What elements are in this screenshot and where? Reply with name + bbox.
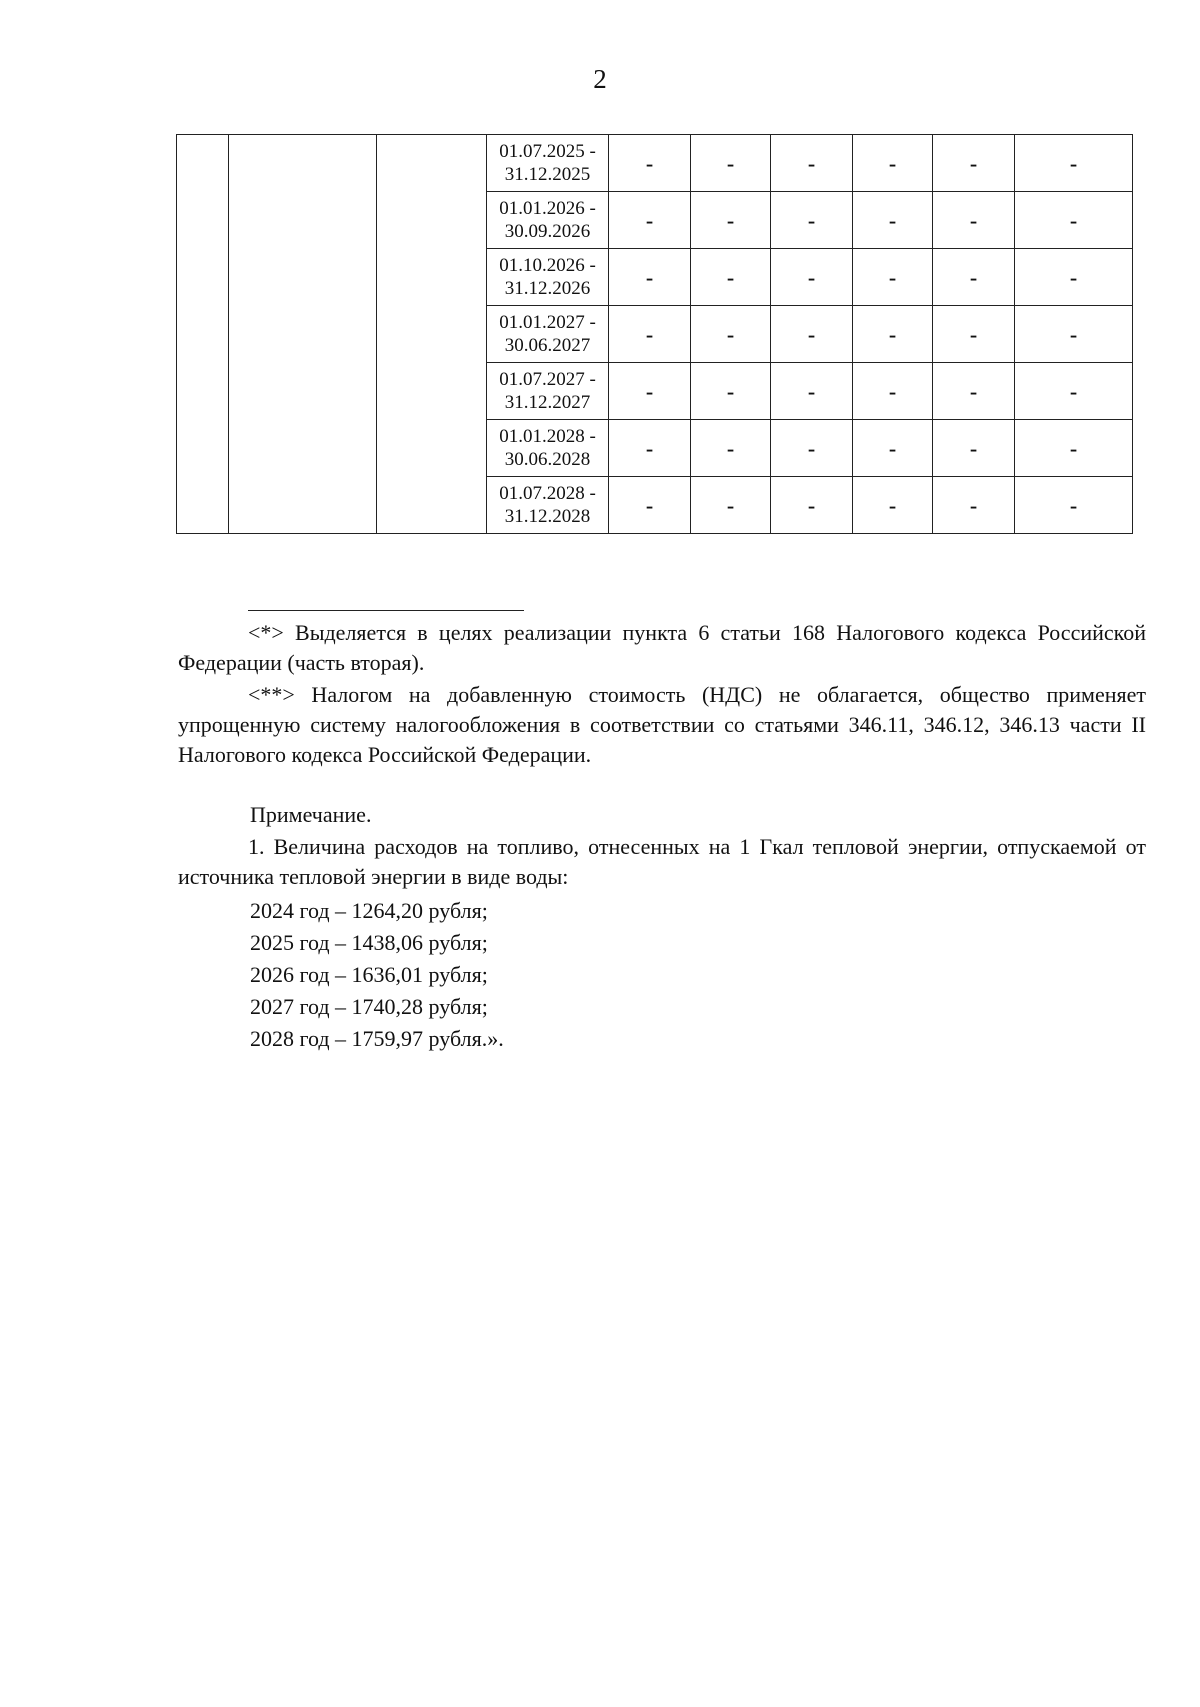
value-cell: - [609,249,691,306]
value-cell: - [609,420,691,477]
period-line: 30.06.2027 [504,335,591,356]
fuel-cost-2027: 2027 год – 1740,28 рубля; [250,994,488,1019]
fuel-cost-2026: 2026 год – 1636,01 рубля; [250,962,488,987]
value-cell: - [853,477,933,534]
value-cell: - [771,420,853,477]
value-cell: - [933,306,1015,363]
value-cell: - [1015,306,1133,363]
period-cell [487,363,609,420]
value-cell: - [1015,135,1133,192]
period-line: 31.12.2027 [504,392,591,413]
period-line: 31.12.2026 [504,278,591,299]
value-cell: - [933,249,1015,306]
period-line: 01.07.2028 - [499,483,596,504]
footnote-separator [248,610,524,611]
value-cell: - [933,477,1015,534]
period-line: 01.01.2028 - [499,426,596,447]
period-line: 30.06.2028 [504,449,591,470]
value-cell: - [771,363,853,420]
merged-empty-cell [377,135,487,534]
period-cell [487,249,609,306]
value-cell: - [933,363,1015,420]
value-cell: - [1015,363,1133,420]
period-line: 31.12.2028 [504,506,591,527]
value-cell: - [691,363,771,420]
tariff-table [176,134,1133,534]
period-line: 30.09.2026 [504,221,591,242]
value-cell: - [933,135,1015,192]
value-cell: - [691,306,771,363]
value-cell: - [853,192,933,249]
table-row [177,135,1133,192]
fuel-cost-2024: 2024 год – 1264,20 рубля; [250,898,488,923]
period-cell [487,135,609,192]
period-line: 31.12.2025 [504,164,591,185]
merged-empty-cell [177,135,229,534]
value-cell: - [691,249,771,306]
remark-heading: Примечание. [250,802,372,827]
period-cell [487,477,609,534]
value-cell: - [691,135,771,192]
value-cell: - [609,306,691,363]
value-cell: - [691,192,771,249]
value-cell: - [853,363,933,420]
fuel-cost-2028: 2028 год – 1759,97 рубля.». [250,1026,504,1051]
period-line: 01.07.2027 - [499,369,596,390]
value-cell: - [691,420,771,477]
value-cell: - [933,192,1015,249]
value-cell: - [853,135,933,192]
value-cell: - [609,192,691,249]
value-cell: - [771,306,853,363]
value-cell: - [771,249,853,306]
value-cell: - [691,477,771,534]
value-cell: - [1015,249,1133,306]
merged-empty-cell [229,135,377,534]
value-cell: - [609,363,691,420]
period-cell [487,420,609,477]
value-cell: - [1015,477,1133,534]
value-cell: - [853,420,933,477]
footnote-2: <**> Налогом на добавленную стоимость (НДС) не облагается, общество применяет упрощенную систему налогообложения в соответствии со статьями 346.11, 346.12, 346.13 части II Налогового кодекса Российской Федерации. [178,682,1146,767]
period-cell [487,306,609,363]
fuel-cost-2025: 2025 год – 1438,06 рубля; [250,930,488,955]
value-cell: - [609,477,691,534]
value-cell: - [771,477,853,534]
period-line: 01.10.2026 - [499,255,596,276]
page-number: 2 [593,64,607,94]
period-line: 01.01.2027 - [499,312,596,333]
value-cell: - [933,420,1015,477]
value-cell: - [609,135,691,192]
value-cell: - [1015,420,1133,477]
footnote-1: <*> Выделяется в целях реализации пункта 6 статьи 168 Налогового кодекса Российской Федерации (часть вторая). [178,620,1146,675]
remark-item-1: 1. Величина расходов на топливо, отнесенных на 1 Гкал тепловой энергии, отпускаемой от источника тепловой энергии в виде воды: [178,834,1146,889]
value-cell: - [771,135,853,192]
period-line: 01.01.2026 - [499,198,596,219]
value-cell: - [853,249,933,306]
value-cell: - [771,192,853,249]
period-cell [487,192,609,249]
tariff-table-body [177,135,1133,534]
value-cell: - [1015,192,1133,249]
value-cell: - [853,306,933,363]
period-line: 01.07.2025 - [499,141,596,162]
